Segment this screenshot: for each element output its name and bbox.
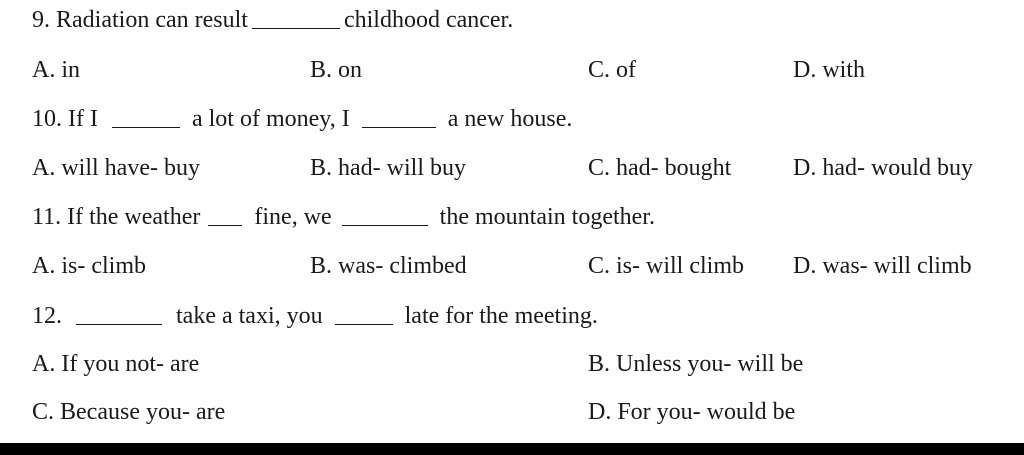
- question-11-options: [0, 246, 1024, 286]
- question-12: [0, 296, 1024, 336]
- q11-option-c[interactable]: C. is- will climb: [588, 253, 744, 279]
- q9-option-d[interactable]: D. with: [793, 57, 865, 83]
- q9-option-c[interactable]: C. of: [588, 57, 636, 83]
- q11-option-a[interactable]: A. is- climb: [32, 253, 146, 279]
- question-9-text-part-2: childhood cancer.: [343, 7, 514, 33]
- q10-option-a[interactable]: A. will have- buy: [32, 155, 200, 181]
- question-12-text-part-2: take a taxi, you: [176, 303, 323, 329]
- q12-option-b[interactable]: B. Unless you- will be: [588, 351, 804, 377]
- q11-option-b[interactable]: B. was- climbed: [310, 253, 467, 279]
- q12-option-c[interactable]: C. Because you- are: [32, 399, 226, 425]
- question-11-text-part-1: 11. If the weather: [32, 204, 201, 230]
- q9-option-b[interactable]: B. on: [310, 57, 363, 83]
- question-10-text-part-2: a lot of money, I: [191, 106, 350, 132]
- question-9-stem: [32, 0, 513, 40]
- question-10-blank-2: [362, 103, 436, 128]
- q10-option-b[interactable]: B. had- will buy: [310, 155, 466, 181]
- question-11-stem: [32, 197, 655, 237]
- question-11-blank-1: [208, 201, 242, 226]
- question-11-text-part-3: the mountain together.: [439, 204, 655, 230]
- question-9-text-part-1: 9. Radiation can result: [32, 7, 248, 33]
- question-10-stem: [32, 99, 572, 139]
- question-12-blank-2: [335, 300, 393, 325]
- question-12-stem: [32, 296, 598, 336]
- q12-option-d[interactable]: D. For you- would be: [588, 399, 796, 425]
- q10-option-c[interactable]: C. had- bought: [588, 155, 732, 181]
- question-12-options-row-2: [0, 392, 1024, 432]
- question-9-options: [0, 50, 1024, 90]
- question-10-text-part-1: 10. If I: [32, 106, 98, 132]
- question-12-text-part-1: 12.: [32, 303, 62, 329]
- question-10-text-part-3: a new house.: [447, 106, 573, 132]
- question-10-blank-1: [112, 103, 180, 128]
- question-11-text-part-2: fine, we: [254, 204, 332, 230]
- q9-option-a[interactable]: A. in: [32, 57, 80, 83]
- question-10: [0, 99, 1024, 139]
- question-9-blank-1: [252, 4, 340, 29]
- question-9: [0, 0, 1024, 40]
- question-12-options-row-1: [0, 344, 1024, 384]
- question-11-blank-2: [342, 201, 428, 226]
- question-11: [0, 197, 1024, 237]
- bottom-black-bar: [0, 443, 1024, 455]
- question-12-blank-1: [76, 300, 162, 325]
- q12-option-a[interactable]: A. If you not- are: [32, 351, 200, 377]
- question-12-text-part-3: late for the meeting.: [404, 303, 598, 329]
- q10-option-d[interactable]: D. had- would buy: [793, 155, 973, 181]
- question-10-options: [0, 148, 1024, 188]
- q11-option-d[interactable]: D. was- will climb: [793, 253, 972, 279]
